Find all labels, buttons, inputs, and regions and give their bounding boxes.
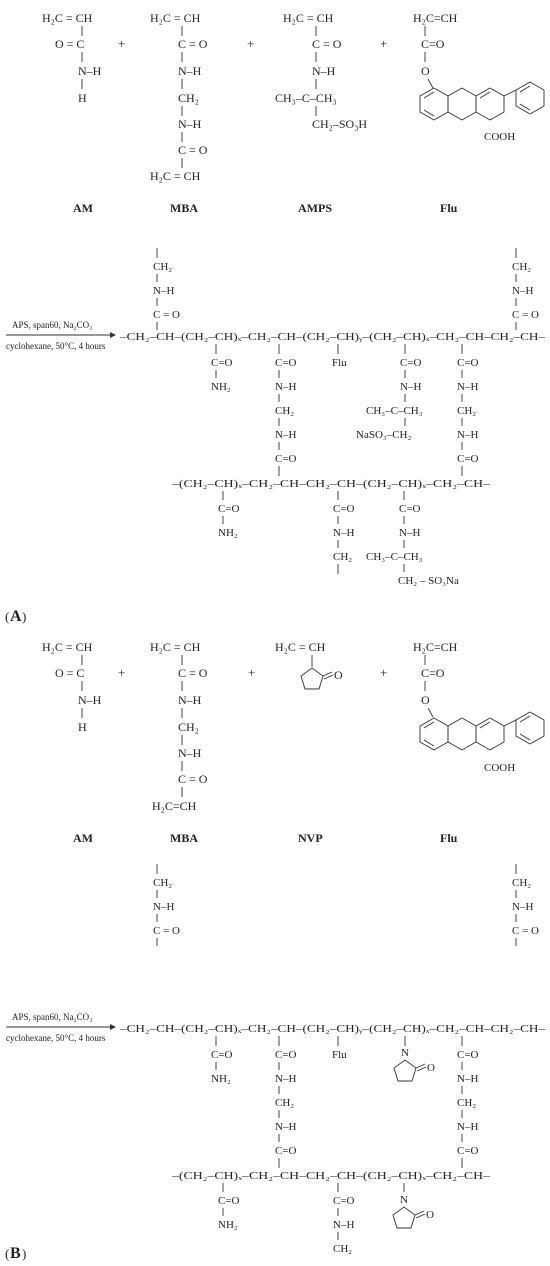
paren: (	[5, 609, 10, 624]
pendant-amps: NaSO₃–CH₂	[356, 429, 412, 441]
pendant-amide: C=O	[218, 1195, 240, 1207]
conditions-line-2: cyclohexane, 50°C, 4 hours	[6, 341, 106, 351]
crosslink-co: C=O	[275, 1049, 297, 1061]
mba-vinyl-top: H₂C = CH	[150, 11, 201, 25]
amps-carbonyl: C = O	[312, 37, 342, 51]
flu-vinyl: H₂C=CH	[413, 11, 458, 25]
am-carbonyl: O = C	[55, 666, 85, 680]
crosslink-nh: N–H	[512, 285, 534, 297]
pendant-nvp: O	[427, 1062, 435, 1074]
crosslink-co: C=O	[275, 453, 297, 465]
mba-co-top: C = O	[178, 37, 208, 51]
monomer-flu-a	[413, 11, 544, 215]
crosslink-nh: N–H	[275, 1121, 297, 1133]
crosslink-nh: N–H	[457, 429, 479, 441]
monomer-amps	[275, 11, 367, 215]
pendant-nvp: O	[426, 1209, 434, 1221]
crosslink-nh: N–H	[153, 901, 175, 913]
crosslink-co: C = O	[153, 309, 180, 321]
amps-sulfonic: CH₂–SO₃H	[312, 117, 368, 131]
crosslink-ch2: CH₂	[275, 1097, 295, 1109]
reaction-arrow-b	[6, 1012, 116, 1043]
crosslink-nh: N–H	[333, 527, 355, 539]
mba-nh-bottom: N–H	[178, 117, 202, 131]
panel-label-a	[5, 608, 26, 625]
pendant-nvp: N	[400, 1194, 408, 1206]
crosslink-nh: N–H	[457, 381, 479, 393]
am-h: H	[78, 91, 87, 105]
pendant-flu: Flu	[332, 357, 347, 369]
crosslink-ch2: CH₂	[153, 261, 173, 273]
pendant-amps: C=O	[400, 357, 422, 369]
pendant-amide: NH₂	[218, 1219, 238, 1231]
crosslink-ch2: CH₂	[457, 405, 477, 417]
paren: )	[22, 609, 27, 624]
pendant-amps: C=O	[399, 503, 421, 515]
pendant-amps: CH₃–C–CH₃	[366, 405, 423, 417]
reaction-arrow-a	[6, 320, 116, 351]
crosslink-ch2: CH₂	[333, 551, 353, 563]
label-am-b: AM	[73, 831, 93, 845]
monomer-am-b	[42, 640, 102, 845]
label-am-a: AM	[73, 201, 93, 215]
crosslink-nh: N–H	[153, 285, 175, 297]
crosslink-nh: N–H	[512, 901, 534, 913]
flu-carbonyl: C=O	[421, 666, 445, 680]
am-vinyl: H₂C = CH	[42, 11, 93, 25]
plus-sign: +	[247, 36, 255, 51]
plus-sign: +	[248, 665, 256, 680]
crosslink-ch2: CH₂	[512, 261, 532, 273]
monomer-mba-a	[150, 11, 208, 215]
crosslink-nh: N–H	[275, 381, 297, 393]
monomer-flu-b	[413, 640, 544, 845]
polymer-a	[119, 248, 546, 587]
pyrrolidone-ring	[393, 1207, 425, 1228]
am-vinyl: H₂C = CH	[42, 640, 93, 654]
pyrrolidone-ring	[394, 1060, 426, 1081]
mba-vinyl-bottom: H₂C = CH	[150, 169, 201, 183]
flu-carbonyl: C=O	[421, 37, 445, 51]
label-flu-a: Flu	[440, 201, 458, 215]
pyrrolidone-ring	[301, 668, 333, 689]
monomer-am-a	[42, 11, 102, 215]
panel-letter: B	[10, 1245, 21, 1262]
monomer-nvp	[275, 640, 343, 845]
nvp-carbonyl-o: O	[334, 668, 343, 682]
crosslink-co: C=O	[457, 357, 479, 369]
pendant-amps: CH₃–C–CH₃	[366, 551, 423, 563]
label-amps: AMPS	[298, 201, 332, 215]
mba-co-bottom: C = O	[178, 772, 208, 786]
crosslink-co: C = O	[512, 925, 539, 937]
conditions-line-2: cyclohexane, 50°C, 4 hours	[6, 1033, 106, 1043]
label-mba-b: MBA	[170, 831, 198, 845]
pendant-nvp: N	[401, 1047, 409, 1059]
amps-nh: N–H	[312, 64, 336, 78]
crosslink-co: C=O	[457, 453, 479, 465]
crosslink-nh: N–H	[275, 429, 297, 441]
pendant-flu: Flu	[332, 1049, 347, 1061]
monomer-mba-b	[150, 640, 208, 845]
label-nvp: NVP	[298, 831, 323, 845]
pendant-amps: CH₂ – SO₃Na	[398, 575, 459, 587]
mba-nh-top: N–H	[178, 693, 202, 707]
crosslink-nh: N–H	[333, 1219, 355, 1231]
amps-gem-dimethyl: CH₃–C–CH₃	[275, 91, 337, 105]
pendant-amide: NH₂	[211, 381, 231, 393]
plus-sign: +	[380, 665, 388, 680]
pendant-amide: NH₂	[211, 1073, 231, 1085]
crosslink-co: C = O	[512, 309, 539, 321]
flu-cooh: COOH	[484, 131, 516, 143]
pendant-amide: NH₂	[218, 527, 238, 539]
mba-ch2: CH₂	[178, 91, 199, 105]
crosslink-co: C=O	[457, 1145, 479, 1157]
label-mba-a: MBA	[170, 201, 198, 215]
pendant-amps: N–H	[400, 381, 422, 393]
crosslink-co: C=O	[333, 503, 355, 515]
mba-ch2: CH₂	[178, 720, 199, 734]
mba-co-top: C = O	[178, 666, 208, 680]
conditions-line-1: APS, span60, Na₂CO₃	[12, 320, 93, 330]
crosslink-ch2: CH₂	[153, 877, 173, 889]
paren: )	[22, 1246, 27, 1261]
pendant-amide: C=O	[211, 357, 233, 369]
am-h: H	[78, 720, 87, 734]
crosslink-co: C=O	[275, 357, 297, 369]
mba-nh-top: N–H	[178, 64, 202, 78]
am-carbonyl: O = C	[55, 37, 85, 51]
pendant-amide: C=O	[218, 503, 240, 515]
label-flu-b: Flu	[440, 831, 458, 845]
am-nh: N–H	[78, 693, 102, 707]
crosslink-nh: N–H	[457, 1121, 479, 1133]
crosslink-co: C=O	[457, 1049, 479, 1061]
crosslink-ch2: CH₂	[333, 1243, 353, 1255]
crosslink-co: C=O	[275, 1145, 297, 1157]
flu-vinyl: H₂C=CH	[413, 640, 458, 654]
crosslink-ch2: CH₂	[275, 405, 295, 417]
flu-cooh: COOH	[484, 762, 516, 774]
crosslink-ch2: CH₂	[512, 877, 532, 889]
plus-sign: +	[118, 36, 126, 51]
panel-letter: A	[10, 608, 22, 625]
pendant-amps: N–H	[399, 527, 421, 539]
flu-ester-o: O	[421, 64, 430, 78]
backbone-chain: –(CH₂–CH)ₓ–CH₂–CH–CH₂–CH–(CH₂–CH)ₓ–CH₂–CH–	[170, 479, 491, 490]
crosslink-nh: N–H	[457, 1073, 479, 1085]
backbone-chain: –CH₂–CH–(CH₂–CH)ₓ–CH₂–CH–(CH₂–CH)ᵧ–(CH₂–CH)ₓ–CH₂–CH–CH₂–CH–	[118, 1024, 546, 1035]
paren: (	[5, 1246, 10, 1261]
panel-label-b	[5, 1245, 26, 1262]
backbone-chain: –(CH₂–CH)ₓ–CH₂–CH–CH₂–CH–(CH₂–CH)ₓ–CH₂–CH–	[170, 1171, 491, 1182]
plus-sign: +	[118, 665, 126, 680]
crosslink-ch2: CH₂	[457, 1097, 477, 1109]
plus-sign: +	[380, 36, 388, 51]
crosslink-co: C=O	[333, 1195, 355, 1207]
nvp-vinyl: H₂C = CH	[275, 640, 326, 654]
xanthene-ring	[420, 712, 544, 750]
mba-vinyl-bottom: H₂C=CH	[152, 799, 197, 813]
mba-vinyl-top: H₂C = CH	[150, 640, 201, 654]
polymer-b	[119, 864, 546, 1255]
backbone-chain: –CH₂–CH–(CH₂–CH)ₓ–CH₂–CH–(CH₂–CH)ᵧ–(CH₂–CH)ₓ–CH₂–CH–CH₂–CH–	[118, 332, 546, 343]
mba-co-bottom: C = O	[178, 143, 208, 157]
mba-nh-bottom: N–H	[178, 746, 202, 760]
crosslink-nh: N–H	[275, 1073, 297, 1085]
am-nh: N–H	[78, 64, 102, 78]
xanthene-ring	[420, 82, 544, 120]
pendant-amide: C=O	[211, 1049, 233, 1061]
conditions-line-1: APS, span60, Na₂CO₃	[12, 1012, 93, 1022]
crosslink-co: C = O	[153, 925, 180, 937]
amps-vinyl: H₂C = CH	[283, 11, 334, 25]
flu-ester-o: O	[421, 693, 430, 707]
